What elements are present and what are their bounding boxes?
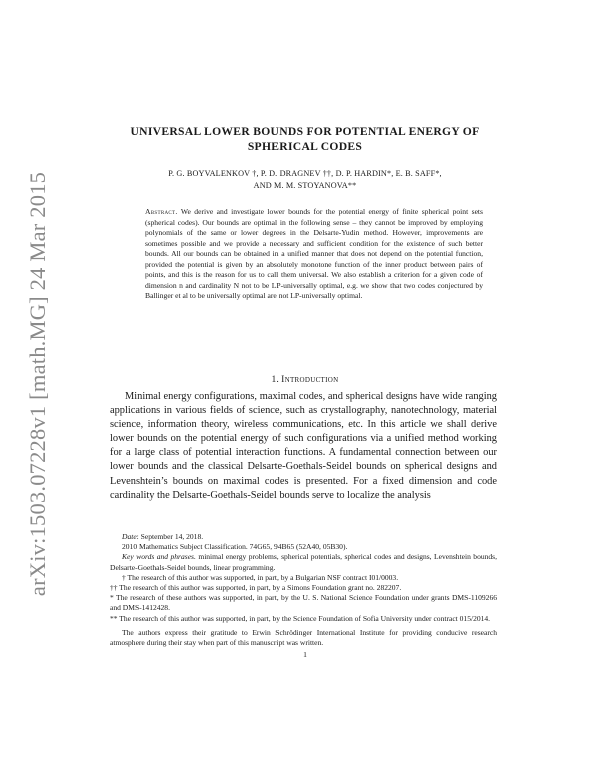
authors-line-2: AND M. M. STOYANOVA**	[253, 180, 357, 190]
paper-title	[110, 124, 500, 154]
msc-label: 2010 Mathematics Subject Classification.	[122, 542, 248, 552]
keywords-value: minimal energy problems, spherical potentials, spherical codes and designs, Levenshtein bounds, Delsarte-Goethals-Seidel bounds, linear programming.	[110, 552, 498, 572]
section-number: 1.	[271, 374, 279, 385]
abstract	[145, 207, 483, 302]
footnote-4: ** The research of this author was supported, in part, by the Science Foundation of Sofia University under contract 015/2014.	[110, 613, 491, 623]
arxiv-identifier-sidebar	[20, 171, 56, 597]
footnotes	[110, 532, 497, 648]
footnote-3: * The research of these authors was supported, in part, by the U. S. National Science Foundation under grants DMS-1109266 and DMS-1412428.	[110, 593, 497, 613]
introduction-paragraph: Minimal energy configurations, maximal codes, and spherical designs have wide ranging applications in various fields of science, such as crystallography, nanotechnology, material science, information theory, wireless communications, etc. In this article we shall derive lower bounds on the potential energy of such configurations via a unified method working for a large class of potential interaction functions. A fundamental connection between our lower bounds and the classical Delsarte-Goethals-Seidel bounds on spherical designs and Levenshtein’s bounds on maximal codes is presented. For a fixed dimension and code cardinality the Delsarte-Goethals-Seidel bounds serve to localize the analysis	[110, 391, 497, 501]
author-list	[110, 168, 500, 191]
keywords-label: Key words and phrases.	[122, 552, 196, 562]
section-title: Introduction	[281, 374, 339, 385]
msc-footnote	[110, 542, 497, 552]
footnote-1: † The research of this author was supported, in part, by a Bulgarian NSF contract I01/0003.	[122, 572, 399, 582]
keywords-footnote	[110, 552, 497, 572]
abstract-label: Abstract.	[145, 207, 178, 216]
date-footnote	[110, 532, 497, 542]
arxiv-identifier: arXiv:1503.07228v1 [math.MG] 24 Mar 2015	[25, 171, 50, 597]
page-number: 1	[303, 650, 307, 659]
title-line-1: UNIVERSAL LOWER BOUNDS FOR POTENTIAL ENERGY OF	[130, 125, 480, 138]
msc-value: 74G65, 94B65 (52A40, 05B30).	[247, 542, 348, 552]
title-line-2: SPHERICAL CODES	[247, 140, 363, 153]
section-heading	[110, 374, 500, 385]
footnote-2: †† The research of this author was supported, in part, by a Simons Foundation grant no. 282207.	[110, 583, 402, 593]
authors-line-1: P. G. BOYVALENKOV †, P. D. DRAGNEV ††, D. P. HARDIN*, E. B. SAFF*,	[168, 169, 442, 178]
acknowledgment: The authors express their gratitude to Erwin Schrödinger International Institute for providing conducive research atmosphere during their stay when part of this manuscript was written.	[110, 627, 497, 648]
date-label: Date	[122, 532, 137, 541]
date-value: : September 14, 2018.	[136, 532, 204, 541]
abstract-text: We derive and investigate lower bounds for the potential energy of finite spherical point sets (spherical codes). Our bounds are optimal in the following sense – they cannot be improved by employing polynomials of the same or lower degrees in the Delsarte-Yudin method. However, improvements are sometimes possible and we provide a necessary and sufficient condition for the existence of such better bounds. All our bounds can be obtained in a unified manner that does not depend on the potential function, provided the potential is given by an absolutely monotone function of the inner product between pairs of points, and this is the reason for us to call them universal. We also establish a criterion for a given code of dimension n and cardinality N not to be LP-universally optimal, e.g. we show that two codes conjectured by Ballinger et al to be universally optimal are not LP-universally optimal.	[145, 207, 484, 300]
